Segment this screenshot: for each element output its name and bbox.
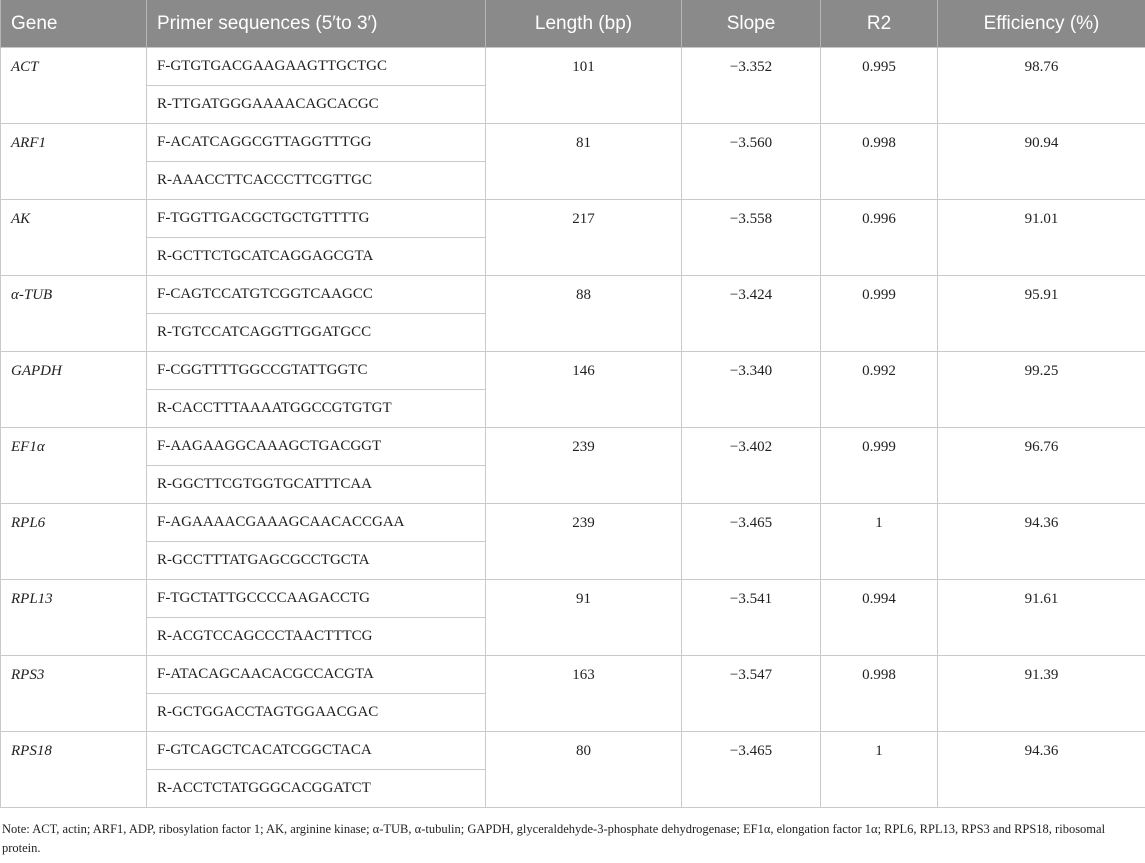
table-row [1,200,1145,238]
efficiency-value: 94.36 [1024,515,1059,531]
r2-value: 0.999 [862,287,896,303]
header-slope: Slope [682,0,821,48]
slope-value-cell [682,504,821,580]
reverse-primer-cell [147,542,486,580]
r2-value: 0.995 [862,59,896,75]
reverse-primer-cell [147,314,486,352]
header-length: Length (bp) [486,0,682,48]
amplicon-length: 101 [572,59,595,75]
gene-name: RPL6 [11,515,46,531]
reverse-primer: R-ACGTCCAGCCCTAACTTTCG [157,628,373,644]
gene-name-cell [1,504,147,580]
slope-value-cell [682,732,821,808]
forward-primer-cell [147,200,486,238]
forward-primer: F-AGAAAACGAAAGCAACACCGAA [157,514,405,530]
forward-primer: F-AAGAAGGCAAAGCTGACGGT [157,438,382,454]
efficiency-value-cell [938,732,1145,808]
forward-primer-cell [147,732,486,770]
r2-value: 0.994 [862,591,896,607]
forward-primer-cell [147,276,486,314]
slope-value-cell [682,428,821,504]
slope-value-cell [682,276,821,352]
r2-value: 0.998 [862,667,896,683]
amplicon-length: 217 [572,211,595,227]
table-row [1,428,1145,466]
forward-primer: F-ACATCAGGCGTTAGGTTTGG [157,134,372,150]
table-row [1,580,1145,618]
header-gene: Gene [1,0,147,48]
header-r2: R2 [821,0,938,48]
efficiency-value-cell [938,200,1145,276]
reverse-primer-cell [147,238,486,276]
forward-primer-cell [147,656,486,694]
r2-value: 1 [875,743,883,759]
gene-name: RPS18 [11,743,52,759]
efficiency-value: 91.01 [1024,211,1059,227]
gene-name: RPL13 [11,591,53,607]
r2-value-cell [821,428,938,504]
slope-value: −3.352 [729,59,773,75]
reverse-primer: R-GGCTTCGTGGTGCATTTCAA [157,476,372,492]
gene-name-cell [1,352,147,428]
amplicon-length: 163 [572,667,595,683]
reverse-primer: R-ACCTCTATGGGCACGGATCT [157,780,371,796]
reverse-primer-cell [147,466,486,504]
slope-value-cell [682,200,821,276]
amplicon-length: 146 [572,363,595,379]
amplicon-length: 88 [576,287,591,303]
amplicon-length: 81 [576,135,591,151]
efficiency-value-cell [938,428,1145,504]
gene-name-cell [1,428,147,504]
gene-name-cell [1,48,147,124]
forward-primer: F-GTCAGCTCACATCGGCTACA [157,742,372,758]
slope-value: −3.340 [729,363,773,379]
header-efficiency: Efficiency (%) [938,0,1145,48]
amplicon-length-cell [486,504,682,580]
r2-value-cell [821,124,938,200]
r2-value: 1 [875,515,883,531]
reverse-primer: R-CACCTTTAAAATGGCCGTGTGT [157,400,392,416]
table-row [1,124,1145,162]
forward-primer-cell [147,504,486,542]
slope-value-cell [682,352,821,428]
efficiency-value: 94.36 [1024,743,1059,759]
efficiency-value-cell [938,276,1145,352]
slope-value: −3.558 [729,211,773,227]
reverse-primer: R-GCTTCTGCATCAGGAGCGTA [157,248,374,264]
reverse-primer-cell [147,390,486,428]
efficiency-value: 95.91 [1024,287,1059,303]
efficiency-value: 90.94 [1024,135,1059,151]
efficiency-value: 98.76 [1024,59,1059,75]
slope-value: −3.402 [729,439,773,455]
reverse-primer-cell [147,618,486,656]
amplicon-length: 239 [572,515,595,531]
gene-name: ACT [11,59,39,75]
slope-value-cell [682,124,821,200]
gene-name: AK [11,211,31,227]
slope-value: −3.547 [729,667,773,683]
efficiency-value-cell [938,656,1145,732]
efficiency-value-cell [938,504,1145,580]
forward-primer-cell [147,580,486,618]
efficiency-value: 99.25 [1024,363,1059,379]
slope-value: −3.424 [729,287,773,303]
slope-value-cell [682,656,821,732]
amplicon-length-cell [486,732,682,808]
forward-primer-cell [147,48,486,86]
gene-name: EF1α [11,439,45,455]
reverse-primer: R-AAACCTTCACCCTTCGTTGC [157,172,373,188]
r2-value: 0.999 [862,439,896,455]
r2-value-cell [821,656,938,732]
r2-value-cell [821,504,938,580]
forward-primer: F-ATACAGCAACACGCCACGTA [157,666,374,682]
slope-value-cell [682,48,821,124]
r2-value: 0.996 [862,211,896,227]
table-body [1,48,1145,808]
r2-value-cell [821,580,938,656]
efficiency-value-cell [938,48,1145,124]
amplicon-length-cell [486,656,682,732]
gene-name-cell [1,656,147,732]
amplicon-length-cell [486,124,682,200]
reverse-primer: R-TTGATGGGAAAACAGCACGC [157,96,379,112]
gene-name: GAPDH [11,363,62,379]
slope-value: −3.465 [729,515,773,531]
forward-primer: F-CGGTTTTGGCCGTATTGGTC [157,362,368,378]
efficiency-value-cell [938,580,1145,656]
gene-name-cell [1,276,147,352]
forward-primer-cell [147,352,486,390]
slope-value: −3.560 [729,135,773,151]
gene-name: ARF1 [11,135,46,151]
table-row [1,352,1145,390]
gene-name: α-TUB [11,287,53,303]
slope-value: −3.541 [729,591,773,607]
table-row [1,656,1145,694]
reverse-primer-cell [147,162,486,200]
efficiency-value-cell [938,352,1145,428]
gene-name-cell [1,732,147,808]
forward-primer-cell [147,428,486,466]
reverse-primer-cell [147,86,486,124]
r2-value-cell [821,48,938,124]
reverse-primer: R-GCTGGACCTAGTGGAACGAC [157,704,379,720]
gene-name: RPS3 [11,667,45,683]
amplicon-length-cell [486,200,682,276]
header-row [1,0,1145,48]
slope-value: −3.465 [729,743,773,759]
gene-name-cell [1,124,147,200]
header-primer-sequences: Primer sequences (5′to 3′) [147,0,486,48]
forward-primer: F-GTGTGACGAAGAAGTTGCTGC [157,58,387,74]
reverse-primer: R-GCCTTTATGAGCGCCTGCTA [157,552,370,568]
efficiency-value: 91.39 [1024,667,1059,683]
amplicon-length: 80 [576,743,591,759]
amplicon-length: 239 [572,439,595,455]
r2-value-cell [821,352,938,428]
efficiency-value: 91.61 [1024,591,1059,607]
efficiency-value: 96.76 [1024,439,1059,455]
amplicon-length: 91 [576,591,591,607]
gene-name-cell [1,200,147,276]
r2-value: 0.992 [862,363,896,379]
efficiency-value-cell [938,124,1145,200]
reverse-primer-cell [147,770,486,808]
amplicon-length-cell [486,48,682,124]
table-row [1,276,1145,314]
table-row [1,732,1145,770]
reverse-primer-cell [147,694,486,732]
reverse-primer: R-TGTCCATCAGGTTGGATGCC [157,324,372,340]
forward-primer: F-CAGTCCATGTCGGTCAAGCC [157,286,373,302]
amplicon-length-cell [486,428,682,504]
gene-name-cell [1,580,147,656]
r2-value: 0.998 [862,135,896,151]
forward-primer-cell [147,124,486,162]
amplicon-length-cell [486,276,682,352]
forward-primer: F-TGGTTGACGCTGCTGTTTTG [157,210,370,226]
forward-primer: F-TGCTATTGCCCCAAGACCTG [157,590,370,606]
table-row [1,48,1145,86]
r2-value-cell [821,276,938,352]
amplicon-length-cell [486,580,682,656]
r2-value-cell [821,200,938,276]
amplicon-length-cell [486,352,682,428]
r2-value-cell [821,732,938,808]
slope-value-cell [682,580,821,656]
table-header [1,0,1145,48]
table-row [1,504,1145,542]
table-note: Note: ACT, actin; ARF1, ADP, ribosylation factor 1; AK, arginine kinase; α-TUB, α-tubulin; GAPDH, glyceraldehyde-3-phosphate dehydrogenase; EF1α, elongation factor 1α; RPL6, RPL13, RPS3 and RPS18, ribosomal protein. [2,822,1106,855]
